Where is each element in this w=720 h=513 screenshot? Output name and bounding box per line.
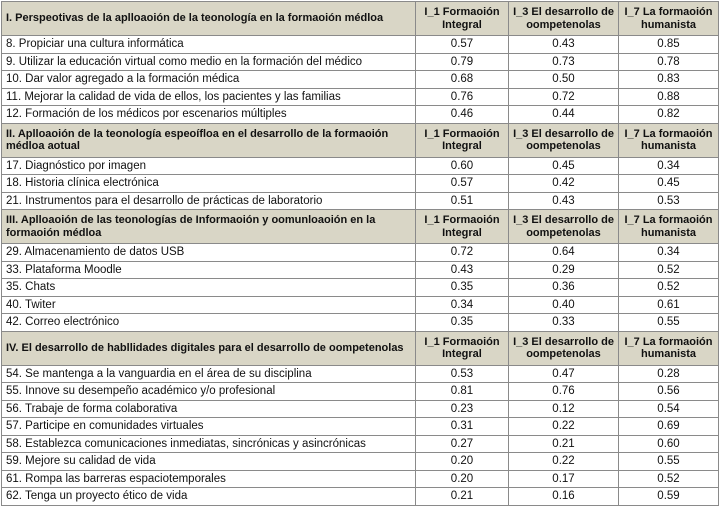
value-cell-v1: 0.57	[416, 36, 509, 54]
value-cell-v1: 0.60	[416, 157, 509, 175]
value-cell-v3: 0.16	[509, 488, 619, 506]
column-header: I_7 La formaoión humanista	[619, 210, 719, 244]
value-cell-v1: 0.27	[416, 435, 509, 453]
column-header: I_7 La formaoión humanista	[619, 2, 719, 36]
column-header: I_3 El desarrollo de oompetenolas	[509, 2, 619, 36]
column-header: I_1 Formaoión Integral	[416, 2, 509, 36]
table-row	[2, 400, 719, 418]
section-title: II. Aplloaoión de la teonología espeoífloa en el desarrollo de la formaoión médloa aotual	[2, 123, 416, 157]
value-cell-v7: 0.52	[619, 261, 719, 279]
item-label: 54. Se mantenga a la vanguardia en el área de su disciplina	[2, 365, 416, 383]
value-cell-v7: 0.45	[619, 175, 719, 193]
value-cell-v7: 0.78	[619, 53, 719, 71]
value-cell-v1: 0.68	[416, 71, 509, 89]
section-header-row	[2, 331, 719, 365]
value-cell-v7: 0.69	[619, 418, 719, 436]
item-label: 59. Mejore su calidad de vida	[2, 453, 416, 471]
item-label: 11. Mejorar la calidad de vida de ellos, los pacientes y las familias	[2, 88, 416, 106]
column-header: I_1 Formaoión Integral	[416, 123, 509, 157]
item-label: 58. Establezca comunicaciones inmediatas, sincrónicas y asincrónicas	[2, 435, 416, 453]
table-row	[2, 157, 719, 175]
column-header: I_1 Formaoión Integral	[416, 331, 509, 365]
value-cell-v1: 0.46	[416, 106, 509, 124]
section-title: I. Perspeotivas de la aplloaoión de la teonología en la formaoión médloa	[2, 2, 416, 36]
table-row	[2, 192, 719, 210]
value-cell-v1: 0.72	[416, 244, 509, 262]
item-label: 8. Propiciar una cultura informática	[2, 36, 416, 54]
value-cell-v1: 0.53	[416, 365, 509, 383]
value-cell-v1: 0.23	[416, 400, 509, 418]
value-cell-v7: 0.60	[619, 435, 719, 453]
column-header: I_1 Formaoión Integral	[416, 210, 509, 244]
table-row	[2, 383, 719, 401]
value-cell-v7: 0.28	[619, 365, 719, 383]
item-label: 17. Diagnóstico por imagen	[2, 157, 416, 175]
value-cell-v1: 0.81	[416, 383, 509, 401]
value-cell-v3: 0.72	[509, 88, 619, 106]
item-label: 10. Dar valor agregado a la formación médica	[2, 71, 416, 89]
table-row	[2, 435, 719, 453]
section-header-row	[2, 2, 719, 36]
value-cell-v3: 0.36	[509, 279, 619, 297]
value-cell-v1: 0.57	[416, 175, 509, 193]
value-cell-v3: 0.22	[509, 418, 619, 436]
table-row	[2, 175, 719, 193]
value-cell-v7: 0.61	[619, 296, 719, 314]
column-header: I_3 El desarrollo de oompetenolas	[509, 123, 619, 157]
item-label: 35. Chats	[2, 279, 416, 297]
item-label: 42. Correo electrónico	[2, 314, 416, 332]
column-header: I_3 El desarrollo de oompetenolas	[509, 210, 619, 244]
item-label: 21. Instrumentos para el desarrollo de prácticas de laboratorio	[2, 192, 416, 210]
value-cell-v1: 0.31	[416, 418, 509, 436]
item-label: 33. Plataforma Moodle	[2, 261, 416, 279]
value-cell-v1: 0.35	[416, 314, 509, 332]
section-title: III. Aplloaoión de las teonologías de Informaoión y oomunloaoión en la formaoión médloa	[2, 210, 416, 244]
value-cell-v7: 0.53	[619, 192, 719, 210]
table-row	[2, 488, 719, 506]
table-row	[2, 53, 719, 71]
value-cell-v7: 0.59	[619, 488, 719, 506]
correlation-table	[1, 1, 719, 506]
value-cell-v1: 0.20	[416, 470, 509, 488]
table-row	[2, 71, 719, 89]
value-cell-v1: 0.35	[416, 279, 509, 297]
table-row	[2, 418, 719, 436]
value-cell-v3: 0.44	[509, 106, 619, 124]
table-row	[2, 261, 719, 279]
value-cell-v3: 0.22	[509, 453, 619, 471]
table-row	[2, 88, 719, 106]
item-label: 62. Tenga un proyecto ético de vida	[2, 488, 416, 506]
value-cell-v1: 0.21	[416, 488, 509, 506]
value-cell-v7: 0.34	[619, 157, 719, 175]
section-title: IV. El desarrollo de habllidades digitales para el desarrollo de oompetenolas	[2, 331, 416, 365]
table-row	[2, 106, 719, 124]
value-cell-v7: 0.34	[619, 244, 719, 262]
value-cell-v3: 0.12	[509, 400, 619, 418]
column-header: I_7 La formaoión humanista	[619, 123, 719, 157]
value-cell-v7: 0.55	[619, 314, 719, 332]
table-row	[2, 365, 719, 383]
table-row	[2, 453, 719, 471]
value-cell-v7: 0.52	[619, 279, 719, 297]
value-cell-v3: 0.17	[509, 470, 619, 488]
value-cell-v1: 0.76	[416, 88, 509, 106]
value-cell-v3: 0.42	[509, 175, 619, 193]
value-cell-v3: 0.21	[509, 435, 619, 453]
item-label: 61. Rompa las barreras espaciotemporales	[2, 470, 416, 488]
value-cell-v3: 0.47	[509, 365, 619, 383]
table-row	[2, 470, 719, 488]
column-header: I_3 El desarrollo de oompetenolas	[509, 331, 619, 365]
value-cell-v7: 0.83	[619, 71, 719, 89]
item-label: 56. Trabaje de forma colaborativa	[2, 400, 416, 418]
table-row	[2, 279, 719, 297]
item-label: 18. Historia clínica electrónica	[2, 175, 416, 193]
value-cell-v3: 0.29	[509, 261, 619, 279]
table-row	[2, 244, 719, 262]
item-label: 40. Twiter	[2, 296, 416, 314]
value-cell-v1: 0.51	[416, 192, 509, 210]
column-header: I_7 La formaoión humanista	[619, 331, 719, 365]
item-label: 12. Formación de los médicos por escenarios múltiples	[2, 106, 416, 124]
value-cell-v3: 0.73	[509, 53, 619, 71]
value-cell-v7: 0.88	[619, 88, 719, 106]
value-cell-v3: 0.40	[509, 296, 619, 314]
item-label: 9. Utilizar la educación virtual como medio en la formación del médico	[2, 53, 416, 71]
value-cell-v1: 0.20	[416, 453, 509, 471]
value-cell-v3: 0.76	[509, 383, 619, 401]
table-row	[2, 296, 719, 314]
item-label: 57. Participe en comunidades virtuales	[2, 418, 416, 436]
section-header-row	[2, 210, 719, 244]
value-cell-v3: 0.33	[509, 314, 619, 332]
value-cell-v7: 0.52	[619, 470, 719, 488]
table-row	[2, 314, 719, 332]
value-cell-v3: 0.43	[509, 36, 619, 54]
item-label: 55. Innove su desempeño académico y/o profesional	[2, 383, 416, 401]
value-cell-v3: 0.64	[509, 244, 619, 262]
table-body	[2, 2, 719, 506]
value-cell-v1: 0.34	[416, 296, 509, 314]
value-cell-v7: 0.56	[619, 383, 719, 401]
value-cell-v3: 0.45	[509, 157, 619, 175]
value-cell-v7: 0.54	[619, 400, 719, 418]
item-label: 29. Almacenamiento de datos USB	[2, 244, 416, 262]
value-cell-v3: 0.50	[509, 71, 619, 89]
section-header-row	[2, 123, 719, 157]
table-row	[2, 36, 719, 54]
value-cell-v1: 0.43	[416, 261, 509, 279]
value-cell-v7: 0.55	[619, 453, 719, 471]
value-cell-v7: 0.82	[619, 106, 719, 124]
value-cell-v3: 0.43	[509, 192, 619, 210]
value-cell-v7: 0.85	[619, 36, 719, 54]
value-cell-v1: 0.79	[416, 53, 509, 71]
